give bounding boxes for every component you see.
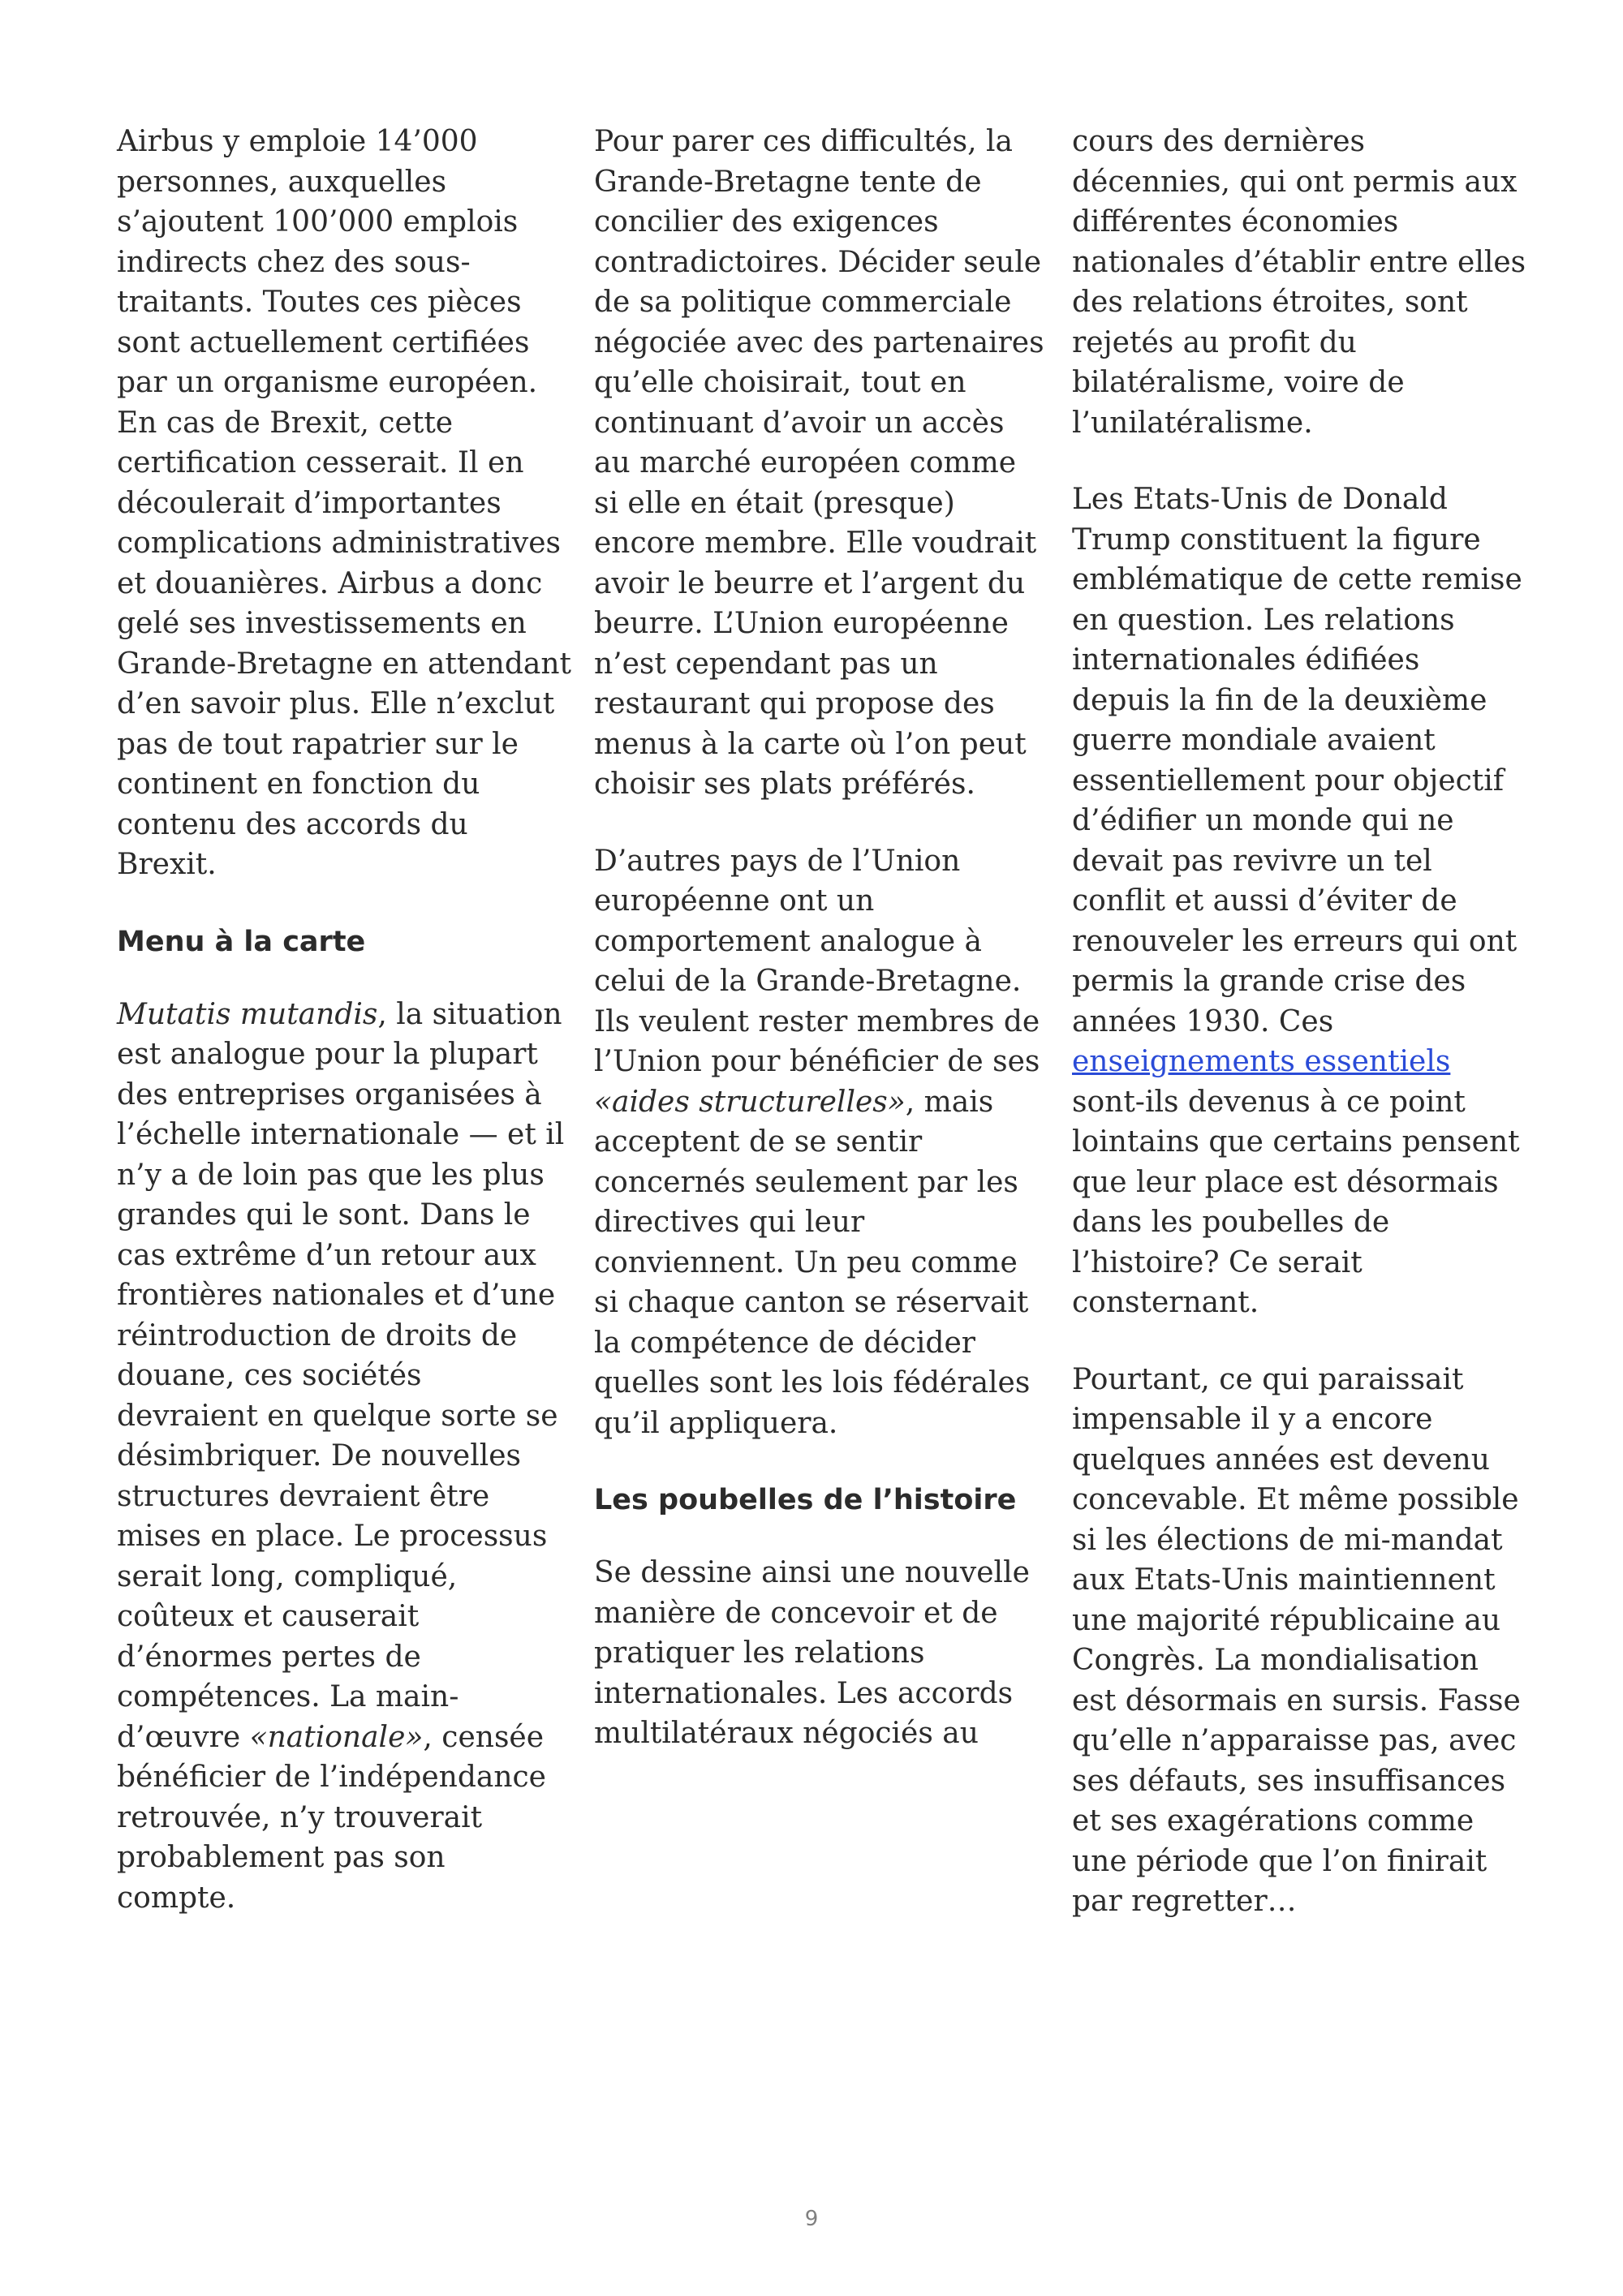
paragraph-text: Les Etats-Unis de Donald Trump constituent la figure emblématique de cette remise en question. Les relations internationales édifiées depuis la fin de la deuxième guerre mondiale avaient essentiellement pour objectif d’édifier un monde qui ne devait pas revivre un tel conflit et aussi d’éviter de renouveler les erreurs qui ont permis la grande crise des années 1930. Ces	[1072, 483, 1522, 1038]
paragraph-text: sont-ils devenus à ce point lointains que certains pensent que leur place est désormais dans les poubelles de l’histoire? Ce serait consternant.	[1072, 1085, 1520, 1319]
paragraph-text: , la situation est analogue pour la plupart des entreprises organisées à l’échelle internationale — et il n’y a de loin pas que les plus grandes qui le sont. Dans le cas extrême d’un retour aux frontières nationales et d’une réintroduction de droits de douane, ces sociétés devraient en quelque sorte se désimbriquer. De nouvelles structures devraient être mises en place. Le processus serait long, compliqué, coûteux et causerait d’énormes pertes de compétences. La main-d’œuvre	[117, 997, 565, 1754]
text-column-2	[594, 122, 1048, 1791]
italic-quote: «nationale»	[249, 1720, 424, 1754]
italic-phrase: Mutatis mutandis	[117, 997, 378, 1031]
paragraph-text: D’autres pays de l’Union européenne ont un comportement analogue à celui de la Grande-Bretagne. Ils veulent rester membres de l’Union pour bénéficier de ses	[594, 844, 1040, 1078]
section-heading-menu-a-la-carte: Menu à la carte	[117, 925, 366, 958]
paragraph-text: , mais acceptent de se sentir concernés seulement par les directives qui leur conviennent. Un peu comme si chaque canton se réservait la compétence de décider quelles sont les lois fédérales qu’il appliquera.	[594, 1085, 1031, 1440]
page-number: 9	[804, 2207, 819, 2231]
paragraph-decennies: cours des dernières décennies, qui ont permis aux différentes économies nationales d’établir entre elles des relations étroites, sont rejetés au profit du bilatéralisme, voire de l’unilatéralisme.	[1072, 125, 1526, 440]
italic-quote: «aides structurelles»	[594, 1085, 906, 1119]
paragraph-grande-bretagne: Pour parer ces difficultés, la Grande-Bretagne tente de concilier des exigences contradictoires. Décider seule de sa politique commerciale négociée avec des partenaires qu’elle choisirait, tout en continuant d’avoir un accès au marché européen comme si elle en était (presque) encore membre. Elle voudrait avoir le beurre et l’argent du beurre. L’Union européenne n’est cependant pas un restaurant qui propose des menus à la carte où l’on peut choisir ses plats préférés.	[594, 125, 1044, 801]
link-enseignements-essentiels[interactable]: enseignements essentiels	[1072, 1045, 1451, 1078]
paragraph-mutatis-mutandis	[117, 995, 571, 1919]
text-column-3	[1072, 122, 1526, 1958]
paragraph-text: , censée bénéficier de l’indépendance retrouvée, n’y trouverait probablement pas son compte.	[117, 1720, 546, 1915]
paragraph-pourtant: Pourtant, ce qui paraissait impensable il y a encore quelques années est devenu concevable. Et même possible si les élections de mi-mandat aux Etats-Unis maintiennent une majorité républicaine au Congrès. La mondialisation est désormais en sursis. Fasse qu’elle n’apparaisse pas, avec ses défauts, ses insuffisances et ses exagérations comme une période que l’on finirait par regretter…	[1072, 1362, 1521, 1918]
paragraph-airbus: Airbus y emploie 14’000 personnes, auxquelles s’ajoutent 100’000 emplois indirects chez des sous-traitants. Toutes ces pièces sont actuellement certifiées par un organisme européen. En cas de Brexit, cette certification cesserait. Il en découlerait d’importantes complications administratives et douanières. Airbus a donc gelé ses investissements en Grande-Bretagne en attendant d’en savoir plus. Elle n’exclut pas de tout rapatrier sur le continent en fonction du contenu des accords du Brexit.	[117, 125, 571, 881]
paragraph-etats-unis	[1072, 479, 1526, 1323]
text-column-1	[117, 122, 571, 1954]
paragraph-nouvelle-maniere: Se dessine ainsi une nouvelle manière de concevoir et de pratiquer les relations internationales. Les accords multilatéraux négociés au	[594, 1556, 1030, 1750]
section-heading-poubelles-histoire: Les poubelles de l’histoire	[594, 1484, 1017, 1516]
paragraph-autres-pays	[594, 841, 1048, 1444]
